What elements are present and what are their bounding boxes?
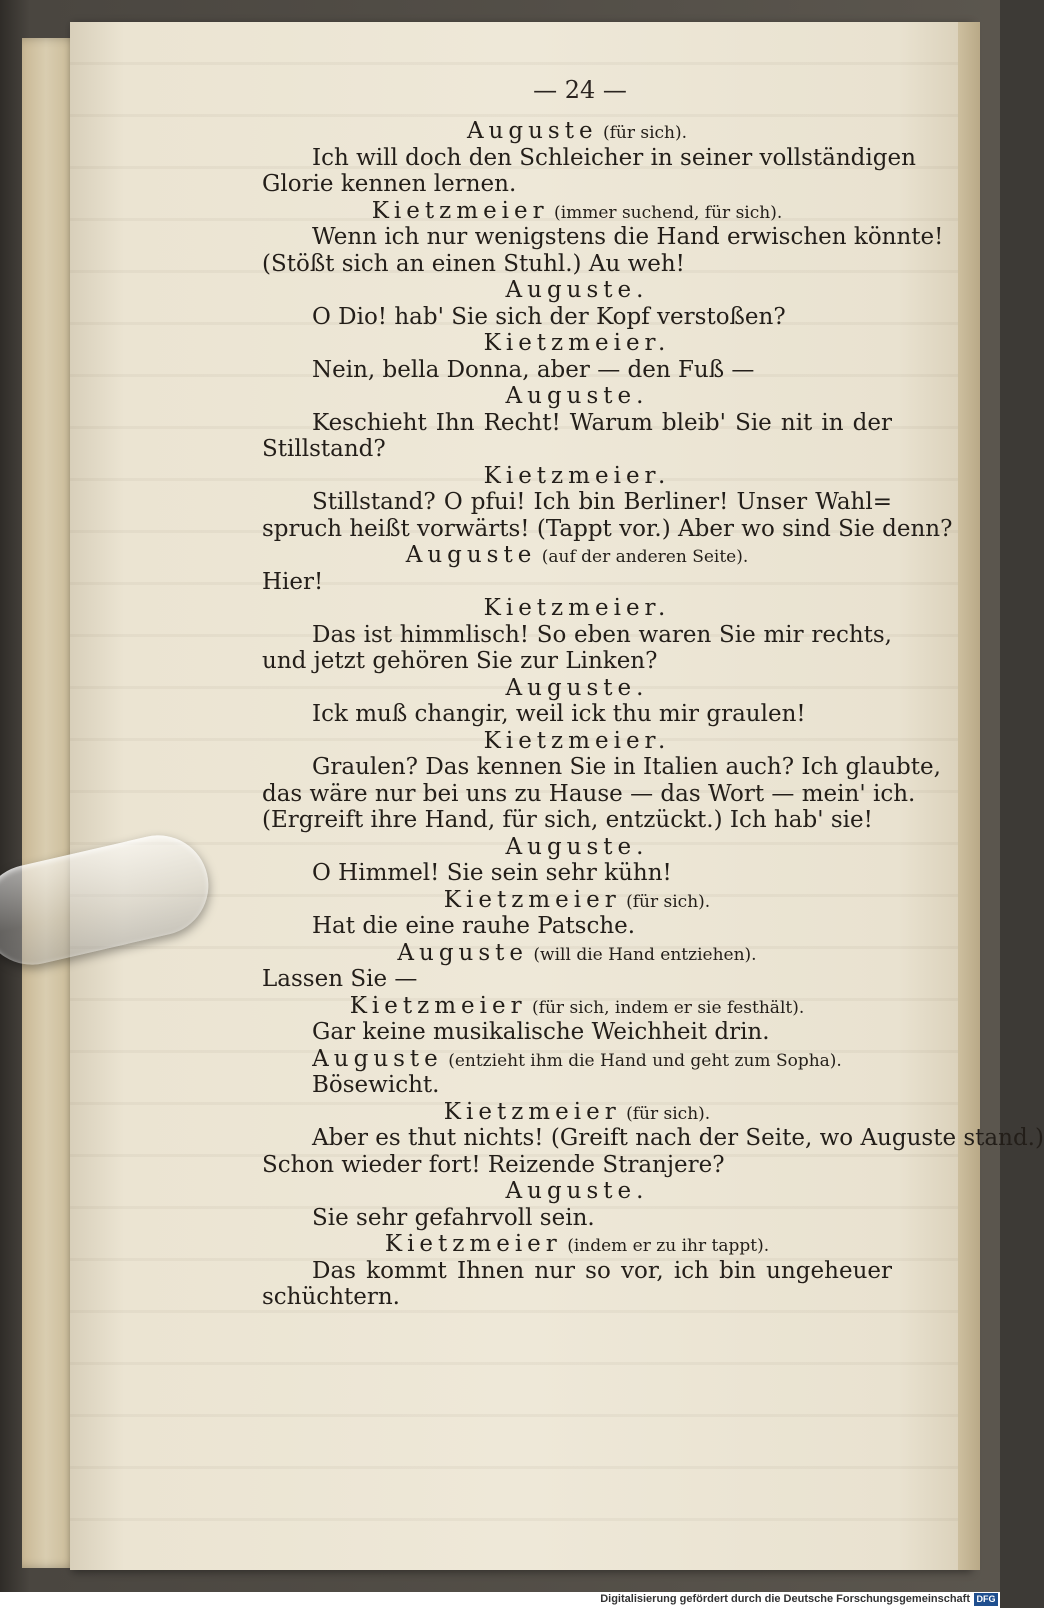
- dialogue-line: [262, 171, 892, 198]
- stage-direction: (für sich, indem er sie festhält).: [526, 997, 805, 1018]
- line-text: Auguste: [466, 118, 598, 144]
- line-text: Gar keine musikalische Weichheit drin.: [312, 1019, 770, 1045]
- line-text: Schon wieder fort! Reizende Stranjere?: [262, 1151, 725, 1178]
- speaker-line: [262, 277, 892, 304]
- line-text: (Ergreift ihre Hand, für sich, entzückt.) Ich hab' sie!: [262, 807, 873, 833]
- line-text: Hier!: [262, 568, 324, 595]
- digitization-credit: Digitalisierung gefördert durch die Deutsche Forschungsgemeinschaft: [600, 1593, 970, 1605]
- dialogue-line: [262, 357, 892, 384]
- line-text: Stillstand? O pfui! Ich bin Berliner! Unser Wahl=: [312, 489, 892, 515]
- dialogue-line: [262, 701, 892, 728]
- dialogue-line: [262, 1125, 1044, 1152]
- line-text: Auguste.: [505, 674, 649, 701]
- dialogue-line: [262, 410, 892, 437]
- speaker-line: [262, 118, 892, 145]
- dialogue-line: [262, 1284, 892, 1311]
- speaker-line: [262, 542, 892, 569]
- page-right-edge: [958, 22, 980, 1570]
- stage-direction: (will die Hand entziehen).: [528, 944, 757, 965]
- dialogue-line: [262, 860, 892, 887]
- line-text: Auguste.: [505, 383, 649, 409]
- dialogue-line: [262, 251, 892, 278]
- stage-direction: (immer suchend, für sich).: [548, 202, 783, 223]
- speaker-line: [262, 728, 892, 755]
- line-text: Kietzmeier: [443, 886, 621, 913]
- speaker-line: [262, 1046, 892, 1073]
- dfg-logo: DFG: [974, 1593, 998, 1606]
- stage-direction: (für sich).: [620, 1103, 711, 1124]
- line-text: Das kommt Ihnen nur so vor, ich bin ungeheuer: [312, 1257, 892, 1284]
- line-text: Kietzmeier: [371, 197, 549, 224]
- speaker-line: [262, 834, 892, 861]
- line-text: das wäre nur bei uns zu Hause — das Wort — mein' ich.: [262, 780, 916, 807]
- line-text: Kietzmeier.: [483, 595, 671, 621]
- line-text: Auguste: [312, 1045, 443, 1072]
- line-text: Wenn ich nur wenigstens die Hand erwischen könnte!: [312, 224, 944, 250]
- line-text: Auguste: [397, 939, 529, 966]
- speaker-line: [262, 463, 892, 490]
- dialogue-line: [262, 304, 892, 331]
- dialogue-line: [262, 1205, 892, 1232]
- stage-direction: (entzieht ihm die Hand und geht zum Sopha).: [442, 1050, 842, 1071]
- line-text: Kietzmeier.: [483, 330, 671, 356]
- line-text: Das ist himmlisch! So eben waren Sie mir rechts,: [312, 621, 892, 648]
- line-text: Ick muß changir, weil ick thu mir graulen!: [312, 701, 806, 727]
- speaker-line: [262, 1231, 892, 1258]
- dialogue-line: [262, 224, 944, 251]
- line-text: Kietzmeier: [443, 1098, 621, 1125]
- line-text: Auguste.: [505, 277, 649, 303]
- dialogue-line: [262, 966, 892, 993]
- line-text: Glorie kennen lernen.: [262, 171, 517, 197]
- speaker-line: [262, 383, 892, 410]
- line-text: schüchtern.: [262, 1284, 400, 1310]
- dialogue-line: [262, 144, 916, 172]
- stage-direction: (indem er zu ihr tappt).: [561, 1236, 770, 1256]
- line-text: Kietzmeier: [349, 992, 527, 1019]
- line-text: Graulen? Das kennen Sie in Italien auch? Ich glaubte,: [312, 754, 941, 780]
- speaker-line: [262, 940, 892, 967]
- speaker-line: [262, 887, 892, 914]
- speaker-line: [262, 675, 892, 702]
- speaker-line: [262, 198, 892, 225]
- stage-direction: (für sich).: [597, 123, 688, 143]
- dialogue-line: [262, 913, 892, 940]
- page-number: — 24 —: [533, 76, 627, 104]
- line-text: Auguste.: [505, 833, 649, 860]
- line-text: Nein, bella Donna, aber — den Fuß —: [312, 356, 755, 383]
- dialogue-line: [262, 754, 941, 781]
- line-text: Stillstand?: [262, 436, 386, 462]
- dialogue-line: [262, 622, 892, 649]
- line-text: Auguste.: [505, 1178, 649, 1204]
- speaker-line: [262, 595, 892, 622]
- line-text: Kietzmeier.: [483, 462, 671, 489]
- speaker-line: [262, 1178, 892, 1205]
- line-text: Sie sehr gefahrvoll sein.: [312, 1204, 595, 1231]
- line-text: Hat die eine rauhe Patsche.: [312, 913, 636, 939]
- line-text: Aber es thut nichts! (Greift nach der Seite, wo Auguste stand.): [312, 1125, 1044, 1151]
- dialogue-line: [262, 1072, 892, 1099]
- stage-direction: (für sich).: [620, 891, 711, 912]
- line-text: Ich will doch den Schleicher in seiner vollständigen: [312, 144, 916, 171]
- dialogue-line: [262, 515, 953, 543]
- line-text: O Himmel! Sie sein sehr kühn!: [312, 860, 672, 886]
- line-text: Kietzmeier: [384, 1231, 562, 1257]
- line-text: Keschieht Ihn Recht! Warum bleib' Sie nit in der: [312, 409, 892, 436]
- speaker-line: [262, 330, 892, 357]
- line-text: O Dio! hab' Sie sich der Kopf verstoßen?: [312, 303, 786, 330]
- line-text: spruch heißt vorwärts! (Tappt vor.) Aber wo sind Sie denn?: [262, 515, 953, 542]
- dialogue-line: [262, 436, 892, 463]
- speaker-line: [262, 1099, 892, 1126]
- dialogue-line: [262, 807, 892, 834]
- speaker-line: [262, 993, 892, 1020]
- dialogue-line: [262, 780, 916, 808]
- line-text: (Stößt sich an einen Stuhl.) Au weh!: [262, 250, 685, 277]
- line-text: Lassen Sie —: [262, 966, 418, 992]
- line-text: Auguste: [405, 542, 537, 568]
- play-text: [262, 118, 1044, 1311]
- dialogue-line: [262, 1019, 892, 1046]
- line-text: Kietzmeier.: [483, 727, 671, 754]
- dialogue-line: [262, 489, 892, 516]
- line-text: und jetzt gehören Sie zur Linken?: [262, 648, 658, 674]
- dialogue-line: [262, 1152, 892, 1179]
- line-text: Bösewicht.: [312, 1072, 440, 1098]
- dialogue-line: [262, 569, 892, 596]
- dialogue-line: [262, 1258, 892, 1285]
- stage-direction: (auf der anderen Seite).: [536, 547, 749, 567]
- dialogue-line: [262, 648, 892, 675]
